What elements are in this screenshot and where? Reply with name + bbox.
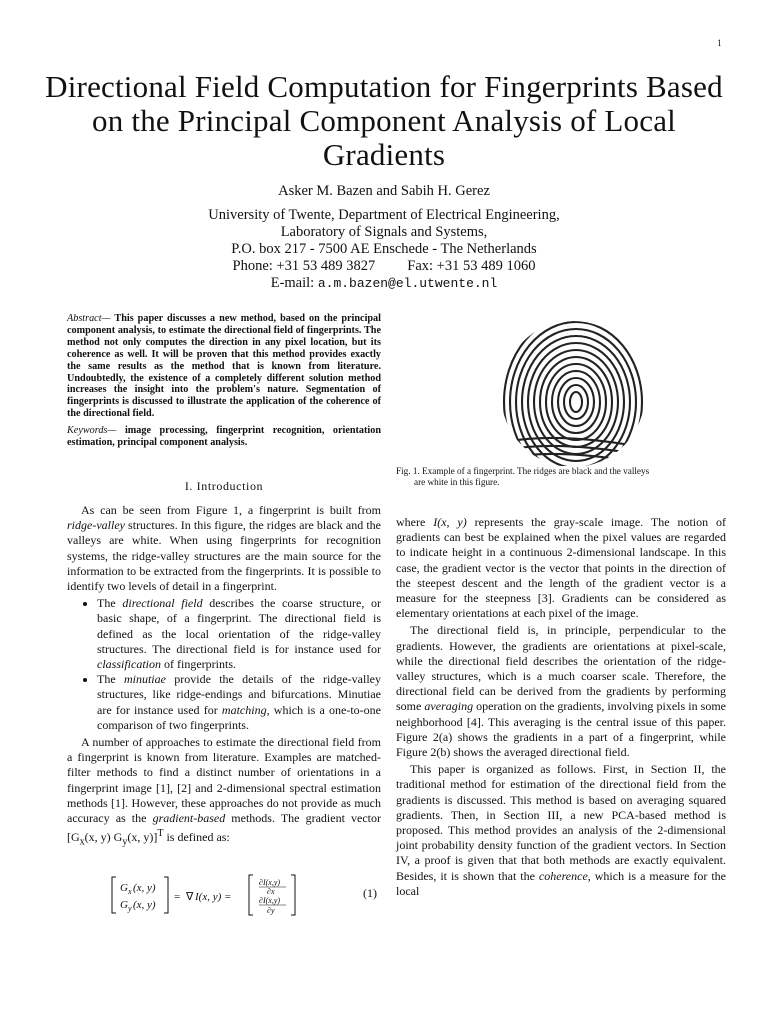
affiliation-line-3: P.O. box 217 - 7500 AE Enschede - The Netherlands [231, 241, 537, 257]
keywords-text: image processing, fingerprint recognition, orientation estimation, principal component analysis. [67, 425, 382, 449]
svg-text:∂I(x,y): ∂I(x,y) [259, 878, 281, 887]
affiliation [40, 207, 728, 292]
svg-text:(x, y): (x, y) [133, 882, 156, 894]
keywords-label: Keywords [67, 425, 108, 437]
email-address: a.m.bazen@el.utwente.nl [317, 276, 498, 291]
keywords-paragraph: Keywords— image processing, fingerprint recognition, orientation estimation, principal component analysis. [67, 425, 382, 449]
svg-text:∂y: ∂y [267, 906, 275, 915]
abstract-text: This paper discusses a new method, based on the principal component analysis, to estimate the directional field of fingerprints. The method not only computes the direction in any pixel location, but its coherence as well. It will be proven that this method provides exactly the same results as the method that is known from literature. Undoubtedly, the existence of a completely different solution method increases the insight into the problem's nature. Segmentation of fingerprints is discussed to illustrate the application of the coherence of the directional field. [67, 313, 381, 420]
right-paragraph-2: The directional field is, in principle, perpendicular to the gradients. However, the gradients are orientations at pixel-scale, while the directional field describes the orientation of the ridge-valley structures, which is a much coarser scale. Therefore, the directional field can be derived from the gradients by performing some averaging operation on the gradients, involving pixels in some neighborhood [4]. This averaging is the central issue of this paper. Figure 2(a) shows the gradients in a part of a fingerprint, while Figure 2(b) shows the averaged directional field. [396, 623, 726, 760]
svg-text:∂I(x,y): ∂I(x,y) [259, 896, 281, 905]
abstract [67, 313, 381, 449]
affiliation-line-1: University of Twente, Department of Electrical Engineering, [208, 207, 560, 223]
fingerprint-image [488, 318, 658, 466]
caption-label: Fig. 1. [396, 466, 420, 476]
svg-text:=: = [174, 891, 181, 903]
intro-paragraph-2: A number of approaches to estimate the directional field from a fingerprint is known from literature. Examples are matched-filter methods to find a distinct number of orientations in a fingerprint image [1], [2] and 2-dimensional spectral estimation methods [1]. However, these approaches do not provide as much accuracy as the gradient-based methods. The gradient vector [$G_x(x$, y) $G_y(x$, y)]$^T$ is defined as: [67, 735, 381, 848]
abstract-paragraph: Abstract— This paper discusses a new method, based on the principal component analysis, to estimate the directional field of fingerprints. The method not only computes the direction in any pixel location, but its coherence as well. It will be proven that this method provides exactly the same results as the method that is known from literature. Undoubtedly, the existence of a completely different solution method increases the insight into the problem's nature. Segmentation of fingerprints is discussed to illustrate the application of the coherence of the directional field. [67, 313, 381, 420]
contact-line [40, 258, 728, 275]
svg-text:∇: ∇ [186, 891, 194, 903]
svg-text:∂x: ∂x [267, 887, 275, 896]
equation-number: (1) [363, 886, 377, 900]
svg-text:G: G [120, 899, 128, 911]
svg-text:(x, y): (x, y) [133, 899, 156, 911]
email-line [40, 275, 728, 292]
right-column [396, 515, 726, 901]
caption-line-1: Example of a fingerprint. The ridges are black and the valleys [422, 466, 650, 476]
gradient-equation [108, 873, 358, 917]
svg-text:I(x, y) =: I(x, y) = [195, 891, 232, 903]
figure-caption [396, 466, 726, 488]
page-number: 1 [717, 38, 722, 48]
abstract-label: Abstract [67, 313, 102, 324]
intro-paragraph-1: As can be seen from Figure 1, a fingerprint is built from ridge-valley structures. In this figure, the ridges are black and the valleys are white. When using fingerprints for recognition systems, the ridge-valley structures are the main source for the information to be extracted from the fingerprints. It is possible to identify two levels of detail in a fingerprint. [67, 503, 381, 594]
phone: Phone: +31 53 489 3827 [232, 258, 376, 274]
fax: Fax: +31 53 489 1060 [407, 258, 536, 274]
left-column [67, 503, 381, 852]
list-item: • The directional field describes the coarse structure, or basic shape, of a fingerprint. The directional field is defined as the local orientation of the ridge-valley structures. The directional field is for instance used for classification of fingerprints. [97, 596, 381, 672]
svg-text:y: y [128, 904, 132, 913]
fingerprint-svg [488, 318, 658, 466]
svg-text:G: G [120, 882, 128, 894]
paper-title: Directional Field Computation for Fingerprints Based on the Principal Component Analysis of Local Gradients [45, 69, 723, 172]
right-paragraph-3: This paper is organized as follows. First, in Section II, the traditional method for estimation of the directional field from the gradients is discussed. This method is based on averaging squared gradients. Then, in Section III, a new PCA-based method is proposed. This method provides an analysis of the 2-dimensional joint probability density function of the gradient vectors. In Section IV, a proof is given that that both methods are exactly equivalent. Besides, it is shown that the coherence, which is a measure for the local [396, 762, 726, 898]
section-heading-introduction: I. Introduction [184, 479, 264, 493]
email-label: E-mail: [270, 275, 315, 291]
equation-1 [67, 871, 381, 916]
svg-text:x: x [128, 887, 132, 896]
authors: Asker M. Bazen and Sabih H. Gerez [278, 183, 490, 199]
affiliation-line-2: Laboratory of Signals and Systems, [280, 224, 488, 240]
caption-line-2: are white in this figure. [414, 477, 500, 487]
list-item: • The minutiae provide the details of the ridge-valley structures, like ridge-endings and bifurcations. Minutiae are for instance used for matching, which is a one-to-one comparison of two fingerprints. [97, 672, 381, 733]
detail-levels-list [67, 596, 381, 733]
right-paragraph-1: where I(x, y) represents the gray-scale image. The notion of gradients can best be explained when the pixel values are regarded to indicate height in a continuous 2-dimensional landscape. In this case, the gradient vector is the vector that points in the direction of the steepest descent and the length of the gradient vector is a measure for the steepness [3]. Gradients can be considered as elementary orientations at each pixel of the image. [396, 515, 727, 621]
